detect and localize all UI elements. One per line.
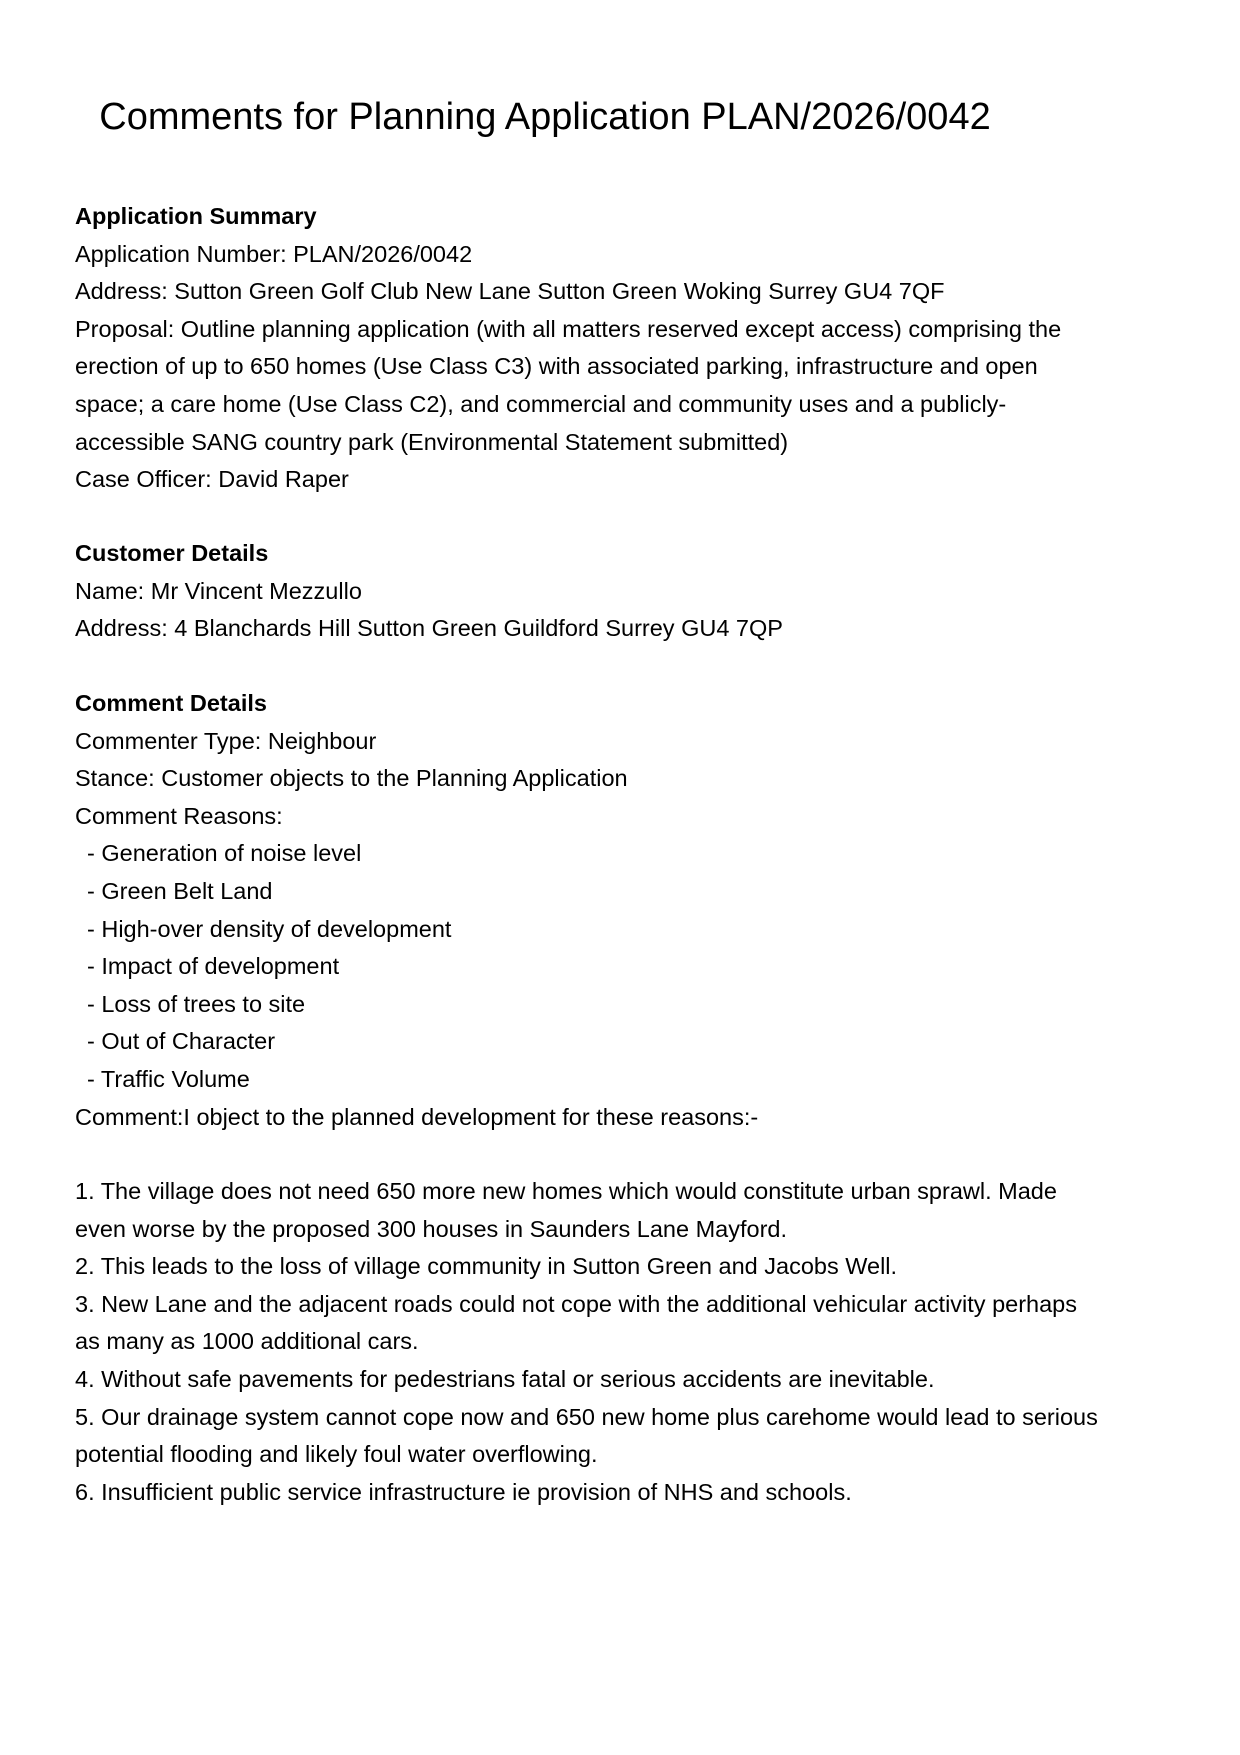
application-summary-section <box>75 198 1175 499</box>
comment-reasons-label: Comment Reasons: <box>75 802 283 829</box>
comment-line: 3. New Lane and the adjacent roads could not cope with the additional vehicular activity perhaps <box>75 1290 1077 1317</box>
application-address: Address: Sutton Green Golf Club New Lane Sutton Green Woking Surrey GU4 7QF <box>75 278 945 305</box>
comment-details-heading: Comment Details <box>75 690 267 716</box>
comment-reason-item: - Out of Character <box>87 1028 276 1055</box>
comment-reason-item: - Traffic Volume <box>87 1065 250 1092</box>
comment-reason-item: - Loss of trees to site <box>87 990 306 1017</box>
proposal-line: Proposal: Outline planning application (with all matters reserved except access) comprising the <box>75 315 1062 342</box>
comment-reason-item: - Generation of noise level <box>87 840 362 867</box>
comment-reason-item: - Green Belt Land <box>87 877 273 904</box>
customer-details-heading: Customer Details <box>75 540 269 566</box>
customer-name: Name: Mr Vincent Mezzullo <box>75 577 362 604</box>
application-number: Application Number: PLAN/2026/0042 <box>75 240 473 267</box>
comment-line: 5. Our drainage system cannot cope now and 650 new home plus carehome would lead to serious <box>75 1403 1098 1430</box>
comment-details-section <box>75 685 1175 1136</box>
comment-line: 6. Insufficient public service infrastructure ie provision of NHS and schools. <box>75 1478 852 1505</box>
comment-line: 4. Without safe pavements for pedestrians fatal or serious accidents are inevitable. <box>75 1365 935 1392</box>
customer-address: Address: 4 Blanchards Hill Sutton Green Guildford Surrey GU4 7QP <box>75 615 783 642</box>
comment-reason-item: - Impact of development <box>87 953 340 980</box>
proposal-line: accessible SANG country park (Environmental Statement submitted) <box>75 428 789 455</box>
customer-details-section <box>75 535 1175 648</box>
comment-line: even worse by the proposed 300 houses in Saunders Lane Mayford. <box>75 1215 787 1242</box>
comment-line: potential flooding and likely foul water overflowing. <box>75 1441 598 1468</box>
comment-intro: Comment:I object to the planned development for these reasons:- <box>75 1103 759 1130</box>
comment-body <box>75 1173 1175 1511</box>
proposal-line: erection of up to 650 homes (Use Class C3) with associated parking, infrastructure and open <box>75 353 1038 380</box>
proposal-line: space; a care home (Use Class C2), and commercial and community uses and a publicly- <box>75 390 1007 417</box>
commenter-type: Commenter Type: Neighbour <box>75 727 377 754</box>
comment-line: as many as 1000 additional cars. <box>75 1328 419 1355</box>
comment-line: 2. This leads to the loss of village community in Sutton Green and Jacobs Well. <box>75 1253 898 1280</box>
stance: Stance: Customer objects to the Planning Application <box>75 765 628 792</box>
comment-line: 1. The village does not need 650 more new homes which would constitute urban sprawl. Made <box>75 1178 1057 1204</box>
application-summary-heading: Application Summary <box>75 203 317 229</box>
comment-reason-item: - High-over density of development <box>87 915 452 942</box>
page-title: Comments for Planning Application PLAN/2026/0042 <box>99 96 991 138</box>
case-officer: Case Officer: David Raper <box>75 466 349 493</box>
